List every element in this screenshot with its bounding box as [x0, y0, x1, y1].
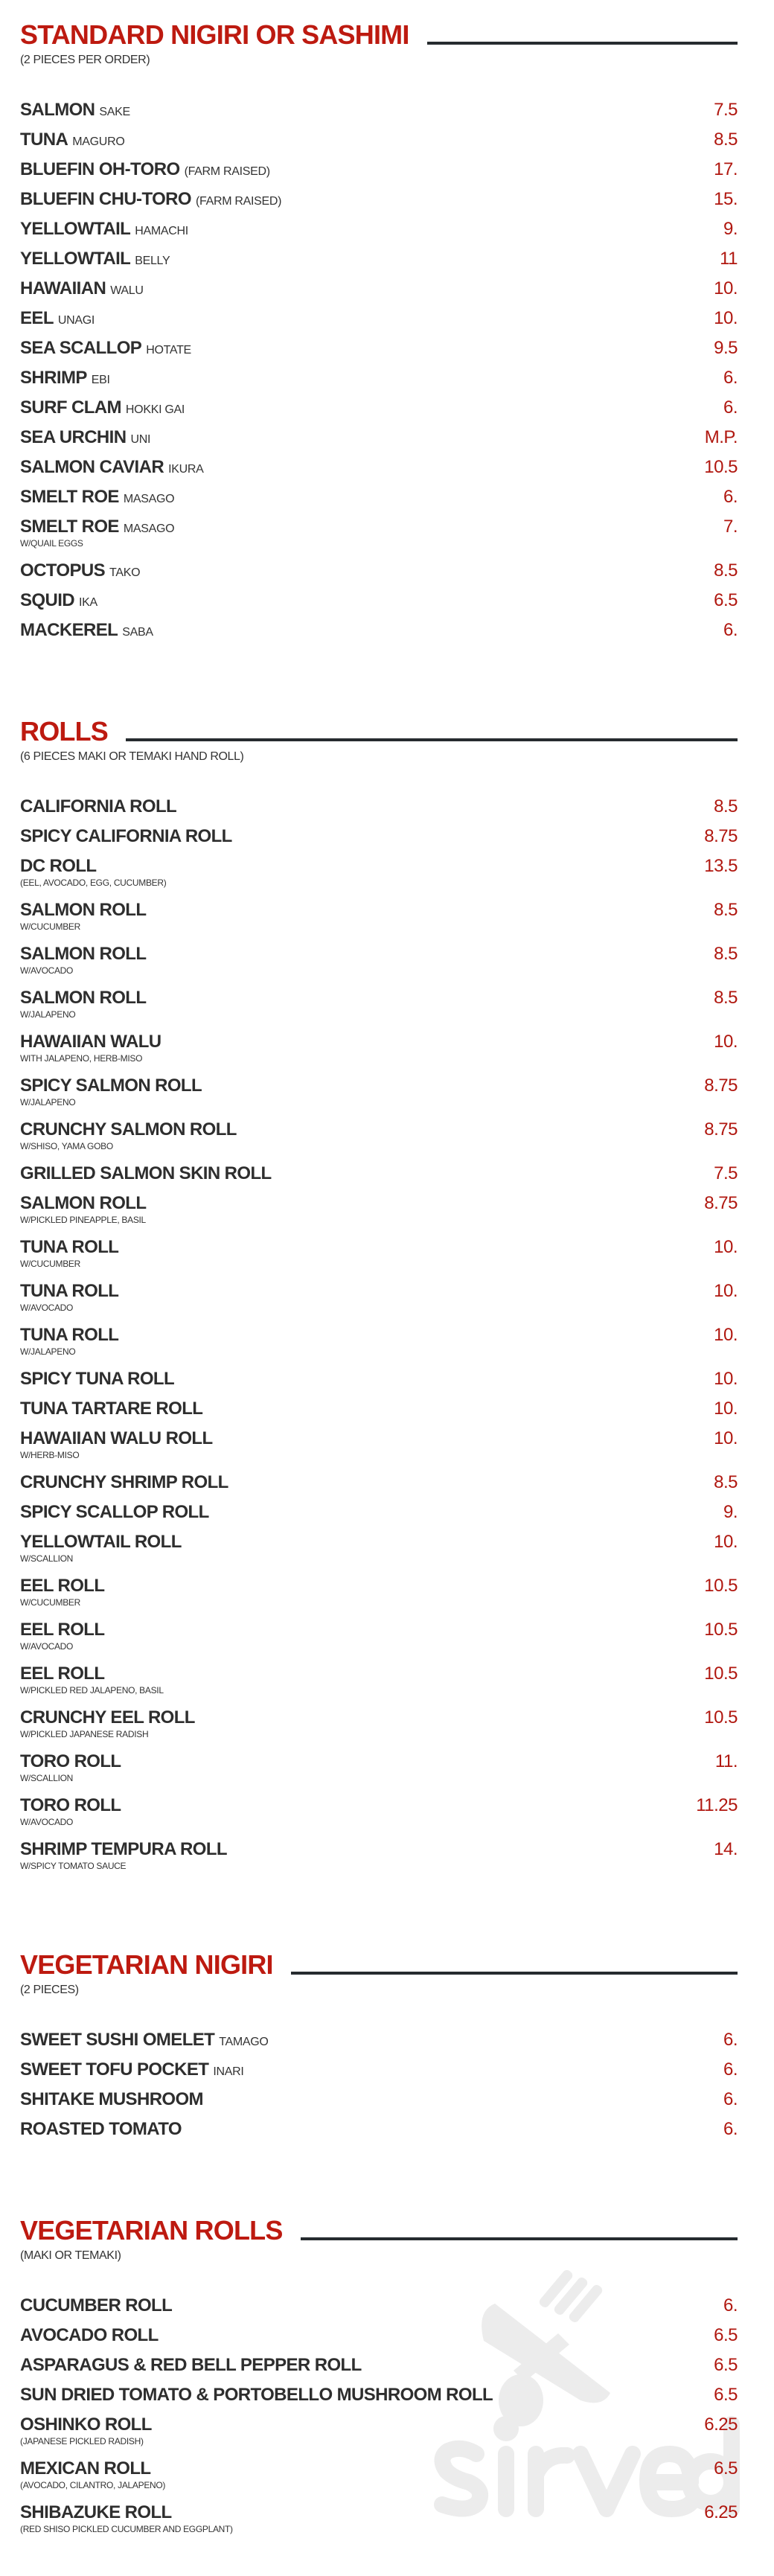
menu-item-name-line: [20, 125, 124, 155]
menu-item-name: BLUEFIN OH-TORO: [20, 159, 180, 179]
menu-item-name: SWEET TOFU POCKET: [20, 2059, 209, 2080]
menu-item-description: W/JALAPENO: [20, 1097, 76, 1108]
section-subtitle: (MAKI OR TEMAKI): [20, 2249, 121, 2262]
menu-item-name-line: [20, 214, 188, 244]
menu-item-name-line: [20, 895, 146, 925]
menu-item-japanese-name: SABA: [122, 626, 153, 639]
menu-item-list: [20, 2291, 738, 2542]
menu-item-name-line: [20, 2321, 159, 2350]
menu-item-japanese-name: (FARM RAISED): [184, 165, 270, 178]
menu-item-name: SMELT ROE: [20, 517, 119, 537]
section-header: [20, 1949, 738, 1981]
menu-item: [20, 1747, 738, 1791]
menu-item-name: MACKEREL: [20, 620, 118, 640]
section-title: VEGETARIAN ROLLS: [20, 2215, 283, 2246]
menu-item-name-line: [20, 244, 170, 274]
menu-section: [20, 1949, 738, 2144]
menu-item-name-line: [20, 1424, 213, 1454]
menu-item-name: TUNA: [20, 130, 68, 150]
menu-item-name: SALMON ROLL: [20, 900, 147, 920]
menu-item-price: 6.: [723, 368, 738, 388]
menu-item-name-line: [20, 983, 146, 1013]
menu-item-price: 10.: [714, 1237, 738, 1257]
menu-item-name: YELLOWTAIL: [20, 249, 131, 269]
menu-item-price: 8.5: [714, 796, 738, 816]
menu-item-name-line: [20, 2380, 493, 2410]
menu-item-price: 10.: [714, 1032, 738, 1052]
menu-item-japanese-name: HOKKI GAI: [125, 403, 185, 416]
menu-item-price: 10.5: [704, 1620, 738, 1640]
menu-item-name-line: [20, 1115, 237, 1145]
section-subtitle: (6 PIECES MAKI OR TEMAKI HAND ROLL): [20, 750, 244, 763]
menu-item-price: 10.: [714, 1399, 738, 1419]
menu-item-name-line: [20, 363, 110, 393]
menu-item-japanese-name: EBI: [91, 374, 110, 386]
menu-item-price: 10.5: [704, 457, 738, 477]
menu-item-name-line: [20, 822, 232, 851]
section-title: VEGETARIAN NIGIRI: [20, 1949, 273, 1980]
menu-item-japanese-name: MASAGO: [123, 493, 175, 505]
menu-item-name: SALMON ROLL: [20, 1193, 147, 1213]
menu-item-name-line: [20, 1159, 272, 1189]
menu-item-name: EEL ROLL: [20, 1576, 105, 1596]
menu-item-price: 6.5: [714, 2385, 738, 2405]
menu-item: [20, 983, 738, 1027]
menu-item-name-line: [20, 1364, 174, 1394]
menu-item-name-line: [20, 939, 146, 969]
menu-section: [20, 2214, 738, 2542]
menu-item-description: W/PICKLED PINEAPPLE, BASIL: [20, 1215, 146, 1225]
section-header: [20, 715, 738, 748]
menu-item-price: 10.: [714, 308, 738, 328]
menu-item: [20, 1835, 738, 1879]
menu-item: [20, 1791, 738, 1835]
menu-item-description: W/AVOCADO: [20, 1641, 74, 1652]
menu-item-name-line: [20, 453, 204, 482]
menu-item: [20, 1320, 738, 1364]
menu-item: [20, 1189, 738, 1233]
menu-item-name: AVOCADO ROLL: [20, 2325, 159, 2345]
menu-item: [20, 616, 738, 645]
menu-item-name-line: [20, 2454, 150, 2484]
menu-item: [20, 95, 738, 125]
menu-item-price: 11.25: [696, 1795, 738, 1815]
menu-item-name-line: [20, 2055, 244, 2085]
menu-item: [20, 2025, 738, 2055]
menu-item: [20, 2085, 738, 2115]
menu-item-price: 8.75: [704, 826, 738, 846]
menu-item-description: W/SCALLION: [20, 1553, 74, 1564]
menu-item-description: W/SHISO, YAMA GOBO: [20, 1141, 113, 1151]
menu-item-price: 8.5: [714, 988, 738, 1008]
menu-item-name: GRILLED SALMON SKIN ROLL: [20, 1163, 272, 1183]
menu-item-name: TORO ROLL: [20, 1751, 121, 1771]
menu-item-price: 7.5: [714, 1163, 738, 1183]
menu-item-price: 6.: [723, 2295, 738, 2315]
menu-item-japanese-name: TAMAGO: [219, 2036, 269, 2048]
menu-item-price: M.P.: [704, 427, 738, 447]
menu-item: [20, 304, 738, 333]
menu-item-name: TUNA ROLL: [20, 1237, 119, 1257]
menu-item: [20, 895, 738, 939]
menu-item-name-line: [20, 2085, 203, 2115]
menu-item-name: SHITAKE MUSHROOM: [20, 2089, 203, 2109]
menu-item: [20, 1498, 738, 1527]
menu-item-description: W/SPICY TOMATO SAUCE: [20, 1861, 127, 1871]
menu-item-name-line: [20, 556, 140, 586]
menu-item-name: SALMON CAVIAR: [20, 457, 164, 477]
menu-item-description: W/AVOCADO: [20, 1303, 74, 1313]
menu-item-price: 10.: [714, 1325, 738, 1345]
menu-item-name: CRUNCHY SALMON ROLL: [20, 1119, 237, 1140]
menu-item-name: TUNA ROLL: [20, 1325, 119, 1345]
menu-item-japanese-name: HAMACHI: [135, 225, 188, 237]
menu-item: [20, 939, 738, 983]
menu-item-name: OCTOPUS: [20, 560, 106, 581]
menu-item-name-line: [20, 155, 270, 185]
menu-item: [20, 1571, 738, 1615]
menu-item-price: 6.5: [714, 2458, 738, 2478]
menu-item-name-line: [20, 1320, 118, 1350]
menu-item-name: CALIFORNIA ROLL: [20, 796, 177, 816]
menu-item: [20, 1159, 738, 1189]
menu-item: [20, 244, 738, 274]
menu-item-description: W/CUCUMBER: [20, 921, 80, 932]
section-header: [20, 2214, 738, 2247]
menu-item: [20, 1527, 738, 1571]
menu-item-description: W/AVOCADO: [20, 965, 74, 976]
menu-item: [20, 1615, 738, 1659]
menu-item-name-line: [20, 1703, 195, 1733]
menu-item-name: SHRIMP: [20, 368, 87, 388]
menu-item-name: SMELT ROE: [20, 487, 119, 507]
menu-item: [20, 363, 738, 393]
menu-item-name: SHIBAZUKE ROLL: [20, 2502, 172, 2522]
menu-item: [20, 453, 738, 482]
menu-item-name-line: [20, 851, 96, 881]
menu-item-name: CRUNCHY SHRIMP ROLL: [20, 1472, 228, 1492]
section-title: ROLLS: [20, 716, 108, 747]
menu-item-description: W/HERB-MISO: [20, 1450, 80, 1460]
menu-item-price: 6.: [723, 2089, 738, 2109]
section-divider: [126, 738, 738, 741]
menu-item-price: 11.: [714, 1751, 738, 1771]
menu-item-price: 10.5: [704, 1707, 738, 1728]
menu-item: [20, 393, 738, 423]
menu-item-name-line: [20, 1394, 202, 1424]
menu-item-price: 8.5: [714, 944, 738, 964]
menu-item-price: 10.: [714, 278, 738, 298]
menu-item-price: 6.5: [714, 590, 738, 610]
menu-item: [20, 2321, 738, 2350]
menu-item-name: SALMON ROLL: [20, 944, 147, 964]
menu-item-name: TUNA TARTARE ROLL: [20, 1399, 203, 1419]
menu-item-price: 8.5: [714, 560, 738, 581]
menu-item-price: 17.: [714, 159, 738, 179]
section-divider: [301, 2237, 738, 2240]
menu-item-name: BLUEFIN CHU-TORO: [20, 189, 191, 209]
menu-item-name: CUCUMBER ROLL: [20, 2295, 173, 2315]
menu-item-name-line: [20, 1027, 161, 1057]
menu-item-price: 6.: [723, 2059, 738, 2080]
menu-item-name: EEL ROLL: [20, 1620, 105, 1640]
menu-item: [20, 1659, 738, 1703]
menu-item-price: 9.: [723, 219, 738, 239]
menu-item-name: YELLOWTAIL: [20, 219, 131, 239]
menu-item-name: HAWAIIAN WALU: [20, 1032, 161, 1052]
menu-item: [20, 333, 738, 363]
menu-item-name-line: [20, 95, 130, 125]
menu-item: [20, 274, 738, 304]
menu-item-name: SURF CLAM: [20, 397, 121, 418]
menu-item-price: 10.5: [704, 1663, 738, 1684]
menu-item-name-line: [20, 1659, 104, 1689]
menu-item-name: HAWAIIAN WALU ROLL: [20, 1428, 213, 1448]
menu-item-name: SPICY CALIFORNIA ROLL: [20, 826, 232, 846]
menu-item-name-line: [20, 274, 144, 304]
menu-item-name-line: [20, 2291, 172, 2321]
menu-item-japanese-name: INARI: [213, 2065, 244, 2078]
menu-item: [20, 185, 738, 214]
menu-item: [20, 423, 738, 453]
menu-item-japanese-name: (FARM RAISED): [195, 195, 282, 208]
menu-item-name-line: [20, 616, 153, 645]
menu-item: [20, 822, 738, 851]
menu-item-name-line: [20, 1498, 209, 1527]
section-divider: [291, 1972, 738, 1975]
menu-item-price: 8.5: [714, 130, 738, 150]
menu-item: [20, 1394, 738, 1424]
menu-item-name-line: [20, 482, 174, 512]
menu-item-price: 6.: [723, 487, 738, 507]
section-subtitle: (2 PIECES PER ORDER): [20, 54, 150, 66]
menu-item-name-line: [20, 2115, 182, 2144]
menu-item: [20, 1071, 738, 1115]
menu-item-name-line: [20, 333, 191, 363]
menu-item-name: SALMON: [20, 100, 95, 120]
menu-item-description: WITH JALAPENO, HERB-MISO: [20, 1053, 143, 1064]
menu-item-name: HAWAIIAN: [20, 278, 106, 298]
menu-item-name: EEL: [20, 308, 54, 328]
menu-item-description: W/JALAPENO: [20, 1009, 76, 1020]
menu-item-japanese-name: MASAGO: [123, 522, 175, 535]
menu-item-price: 8.5: [714, 1472, 738, 1492]
menu-item-name: SEA URCHIN: [20, 427, 127, 447]
menu-item-price: 15.: [714, 189, 738, 209]
menu-item: [20, 792, 738, 822]
menu-item-list: [20, 792, 738, 1879]
menu-item-name: TUNA ROLL: [20, 1281, 119, 1301]
menu-item: [20, 1233, 738, 1276]
menu-item: [20, 2055, 738, 2085]
menu-item-price: 8.75: [704, 1076, 738, 1096]
menu-item-japanese-name: SAKE: [99, 106, 130, 118]
menu-item-price: 6.25: [704, 2502, 738, 2522]
menu-item-name-line: [20, 393, 185, 423]
menu-item-description: W/JALAPENO: [20, 1346, 76, 1357]
menu-item-japanese-name: WALU: [110, 284, 144, 297]
menu-item: [20, 1364, 738, 1394]
menu-item-name-line: [20, 512, 174, 542]
section-divider: [427, 42, 738, 45]
menu-item-name-line: [20, 2410, 152, 2440]
menu-item-name-line: [20, 1527, 182, 1557]
menu-item: [20, 1276, 738, 1320]
menu-item-name-line: [20, 1276, 118, 1306]
menu-item-name: SPICY SCALLOP ROLL: [20, 1502, 209, 1522]
menu-item-price: 6.: [723, 397, 738, 418]
menu-item-price: 6.25: [704, 2414, 738, 2435]
menu-item: [20, 482, 738, 512]
menu-item: [20, 1703, 738, 1747]
menu-item: [20, 556, 738, 586]
menu-item-price: 9.: [723, 1502, 738, 1522]
menu-item-price: 6.5: [714, 2355, 738, 2375]
menu-item-name: SALMON ROLL: [20, 988, 147, 1008]
menu-item-name: TORO ROLL: [20, 1795, 121, 1815]
menu-item-name-line: [20, 185, 281, 214]
menu-item-name-line: [20, 1189, 146, 1218]
menu-item: [20, 125, 738, 155]
menu-item-japanese-name: UNAGI: [57, 314, 95, 327]
menu-item: [20, 2498, 738, 2542]
menu-item-japanese-name: IKURA: [168, 463, 204, 476]
menu-item-name-line: [20, 2498, 172, 2528]
menu-item-price: 6.5: [714, 2325, 738, 2345]
menu-item-name-line: [20, 304, 95, 333]
menu-item: [20, 586, 738, 616]
menu-item-list: [20, 2025, 738, 2144]
menu-item: [20, 2380, 738, 2410]
menu-item-japanese-name: BELLY: [135, 255, 170, 267]
menu-item-japanese-name: IKA: [79, 596, 97, 609]
menu-item: [20, 851, 738, 895]
menu-item-description: (RED SHISO PICKLED CUCUMBER AND EGGPLANT): [20, 2524, 233, 2534]
section-header: [20, 19, 738, 51]
menu-item: [20, 2291, 738, 2321]
menu-item-price: 6.: [723, 2030, 738, 2050]
menu-item-price: 10.: [714, 1281, 738, 1301]
menu-item: [20, 2350, 738, 2380]
menu-item: [20, 1115, 738, 1159]
menu-item: [20, 2115, 738, 2144]
menu-item-price: 6.: [723, 620, 738, 640]
menu-item-name: SPICY TUNA ROLL: [20, 1369, 175, 1389]
menu-item-price: 10.: [714, 1532, 738, 1552]
menu-item-japanese-name: TAKO: [109, 566, 141, 579]
menu-item-price: 13.5: [704, 856, 738, 876]
menu-item-name-line: [20, 586, 97, 616]
menu-item-name: SHRIMP TEMPURA ROLL: [20, 1839, 227, 1859]
menu-item-price: 10.5: [704, 1576, 738, 1596]
menu-item-name-line: [20, 1571, 104, 1601]
menu-item: [20, 2454, 738, 2498]
menu-item: [20, 1424, 738, 1468]
menu-item-japanese-name: UNI: [130, 433, 151, 446]
menu-item: [20, 1027, 738, 1071]
menu-item: [20, 155, 738, 185]
section-title: STANDARD NIGIRI OR SASHIMI: [20, 19, 409, 50]
menu-item: [20, 1468, 738, 1498]
menu-item: [20, 214, 738, 244]
menu-item-name-line: [20, 2025, 269, 2055]
menu-item-price: 9.5: [714, 338, 738, 358]
menu-item-name-line: [20, 1747, 121, 1777]
menu-item-name-line: [20, 1791, 121, 1821]
menu-item-price: 10.: [714, 1428, 738, 1448]
menu-item-description: W/SCALLION: [20, 1773, 74, 1783]
menu-item-price: 7.5: [714, 100, 738, 120]
menu-item-name: SQUID: [20, 590, 75, 610]
menu-item-description: W/QUAIL EGGS: [20, 538, 83, 549]
menu-item-name: CRUNCHY EEL ROLL: [20, 1707, 195, 1728]
menu-item-name: DC ROLL: [20, 856, 97, 876]
menu-item-japanese-name: HOTATE: [146, 344, 191, 357]
menu-item-description: W/AVOCADO: [20, 1817, 74, 1827]
menu-item-name-line: [20, 1835, 227, 1864]
menu-item-price: 7.: [723, 517, 738, 537]
menu-item-name: ASPARAGUS & RED BELL PEPPER ROLL: [20, 2355, 362, 2375]
menu-item-price: 8.75: [704, 1119, 738, 1140]
menu-item-description: W/CUCUMBER: [20, 1597, 80, 1608]
menu-item-description: (JAPANESE PICKLED RADISH): [20, 2436, 144, 2446]
menu-item-name-line: [20, 423, 150, 453]
menu-item-name: ROASTED TOMATO: [20, 2119, 182, 2139]
menu-item-price: 8.5: [714, 900, 738, 920]
menu-item-description: W/PICKLED JAPANESE RADISH: [20, 1729, 149, 1739]
menu-item-name: EEL ROLL: [20, 1663, 105, 1684]
menu-item-name-line: [20, 1071, 202, 1101]
menu-item-list: [20, 95, 738, 645]
menu-section: [20, 715, 738, 1879]
menu-section: [20, 19, 738, 645]
menu-item-name-line: [20, 1468, 228, 1498]
menu-item-price: 6.: [723, 2119, 738, 2139]
menu-item-name-line: [20, 1233, 118, 1262]
menu-item-name: SWEET SUSHI OMELET: [20, 2030, 215, 2050]
menu-item-price: 10.: [714, 1369, 738, 1389]
menu-item: [20, 512, 738, 556]
menu-item-description: (AVOCADO, CILANTRO, JALAPENO): [20, 2480, 166, 2490]
menu-item-description: W/CUCUMBER: [20, 1259, 80, 1269]
menu-item-price: 14.: [714, 1839, 738, 1859]
menu-item: [20, 2410, 738, 2454]
menu-item-name: SEA SCALLOP: [20, 338, 142, 358]
menu-item-name-line: [20, 792, 176, 822]
menu-item-name: SUN DRIED TOMATO & PORTOBELLO MUSHROOM ROLL: [20, 2385, 493, 2405]
menu-item-name-line: [20, 1615, 104, 1645]
menu-item-price: 8.75: [704, 1193, 738, 1213]
menu-item-name: MEXICAN ROLL: [20, 2458, 151, 2478]
menu-item-name: SPICY SALMON ROLL: [20, 1076, 202, 1096]
menu-item-name-line: [20, 2350, 362, 2380]
menu-item-description: W/PICKLED RED JALAPENO, BASIL: [20, 1685, 164, 1696]
menu-item-japanese-name: MAGURO: [72, 135, 125, 148]
menu-item-name: OSHINKO ROLL: [20, 2414, 152, 2435]
section-subtitle: (2 PIECES): [20, 1984, 79, 1996]
menu-item-name: YELLOWTAIL ROLL: [20, 1532, 182, 1552]
menu-item-price: 11: [720, 249, 738, 269]
menu-item-description: (EEL, AVOCADO, EGG, CUCUMBER): [20, 878, 167, 888]
